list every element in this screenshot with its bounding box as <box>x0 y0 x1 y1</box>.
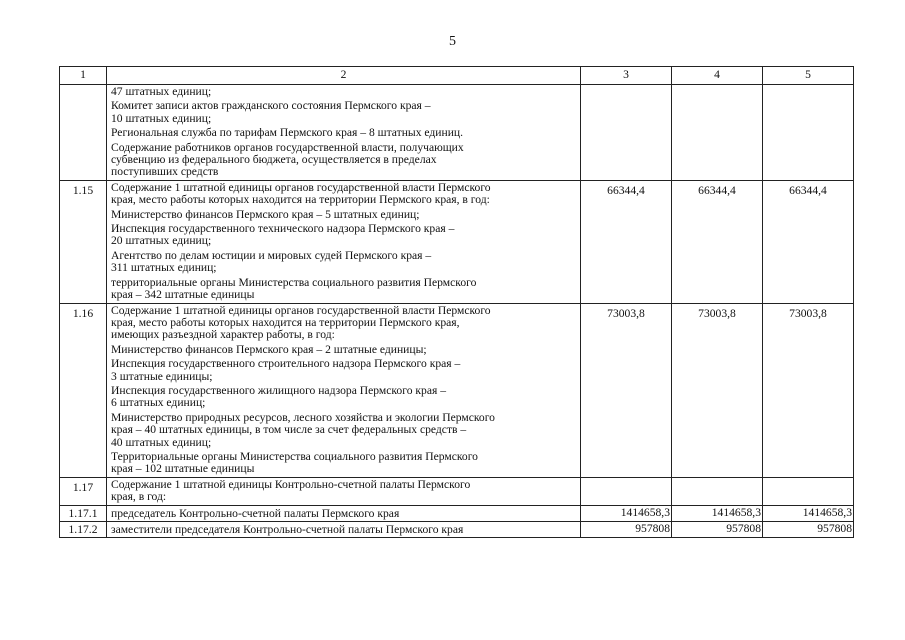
description-line: Министерство финансов Пермского края – 5 штатных единиц; <box>111 207 420 221</box>
value-col-4 <box>672 85 763 181</box>
value-col-5: 73003,8 <box>763 303 854 477</box>
description-paragraph <box>111 412 577 449</box>
value-col-5: 957808 <box>763 522 854 538</box>
header-col-5: 5 <box>763 67 854 85</box>
header-col-1: 1 <box>60 67 107 85</box>
description-paragraph <box>111 182 577 207</box>
value-col-3 <box>581 477 672 505</box>
description-paragraph <box>111 358 577 383</box>
description-line: края – 40 штатных единицы, в том числе за счет федеральных средств – <box>111 423 467 437</box>
value-col-5 <box>763 477 854 505</box>
description-line: Комитет записи актов гражданского состояния Пермского края – <box>111 99 431 113</box>
table-row <box>60 85 854 181</box>
value-col-3: 1414658,3 <box>581 505 672 521</box>
table-row <box>60 180 854 303</box>
description-line: 47 штатных единиц; <box>111 85 212 98</box>
description-line: Региональная служба по тарифам Пермского края – 8 штатных единиц. <box>111 126 463 140</box>
description-line: имеющих разъездной характер работы, в год: <box>111 328 335 342</box>
description-paragraph <box>111 479 577 504</box>
row-number <box>60 85 107 181</box>
value-col-4: 66344,4 <box>672 180 763 303</box>
description-line: Содержание 1 штатной единицы органов государственной власти Пермского <box>111 180 491 194</box>
value-col-4: 1414658,3 <box>672 505 763 521</box>
description-line: Инспекция государственного технического надзора Пермского края – <box>111 222 455 236</box>
row-number: 1.17.2 <box>60 522 107 538</box>
row-description <box>107 477 581 505</box>
header-col-3: 3 <box>581 67 672 85</box>
description-line: Агентство по делам юстиции и мировых судей Пермского края – <box>111 248 432 262</box>
value-col-4: 957808 <box>672 522 763 538</box>
description-line: Территориальные органы Министерства социального развития Пермского <box>111 449 478 463</box>
description-line: 20 штатных единиц; <box>111 234 212 248</box>
description-line: края – 102 штатные единицы <box>111 462 255 476</box>
description-paragraph <box>111 385 577 410</box>
row-description <box>107 505 581 521</box>
value-col-3: 957808 <box>581 522 672 538</box>
description-paragraph <box>111 100 577 125</box>
description-line: Министерство финансов Пермского края – 2 штатные единицы; <box>111 342 427 356</box>
description-paragraph <box>111 344 577 356</box>
page-number: 5 <box>449 34 456 49</box>
description-line: 40 штатных единиц; <box>111 435 212 449</box>
description-line: края, место работы которых находится на территории Пермского края, в год: <box>111 193 490 207</box>
description-line: Министерство природных ресурсов, лесного хозяйства и экологии Пермского <box>111 410 495 424</box>
description-paragraph <box>111 86 577 98</box>
description-paragraph <box>111 127 577 139</box>
description-paragraph <box>111 250 577 275</box>
description-line: поступивших средств <box>111 165 219 179</box>
description-line: Содержание 1 штатной единицы Контрольно-счетной палаты Пермского <box>111 477 471 491</box>
description-line: субвенцию из федерального бюджета, осуществляется в пределах <box>111 153 437 167</box>
value-col-3: 66344,4 <box>581 180 672 303</box>
value-col-5: 1414658,3 <box>763 505 854 521</box>
table-row <box>60 477 854 505</box>
row-number: 1.16 <box>60 303 107 477</box>
description-paragraph <box>111 508 577 520</box>
table-header-row <box>60 67 854 85</box>
description-line: 3 штатные единицы; <box>111 369 213 383</box>
description-paragraph <box>111 209 577 221</box>
table-row <box>60 505 854 521</box>
description-line: края – 342 штатные единицы <box>111 288 255 302</box>
description-line: Содержание работников органов государственной власти, получающих <box>111 140 464 154</box>
description-line: председатель Контрольно-счетной палаты Пермского края <box>111 506 400 520</box>
description-paragraph <box>111 223 577 248</box>
table-row <box>60 522 854 538</box>
table-body <box>60 67 854 538</box>
description-line: 10 штатных единиц; <box>111 111 212 125</box>
value-col-3 <box>581 85 672 181</box>
value-col-5 <box>763 85 854 181</box>
header-col-2: 2 <box>107 67 581 85</box>
description-paragraph <box>111 524 577 536</box>
value-col-3: 73003,8 <box>581 303 672 477</box>
description-line: заместители председателя Контрольно-счетной палаты Пермского края <box>111 523 464 536</box>
description-line: края, в год: <box>111 490 167 504</box>
description-paragraph <box>111 305 577 342</box>
table-row <box>60 303 854 477</box>
description-line: Инспекция государственного строительного надзора Пермского края – <box>111 357 461 371</box>
header-col-4: 4 <box>672 67 763 85</box>
row-number: 1.17.1 <box>60 505 107 521</box>
description-paragraph <box>111 451 577 476</box>
row-description <box>107 180 581 303</box>
description-line: 311 штатных единиц; <box>111 261 217 275</box>
row-description <box>107 522 581 538</box>
description-line: территориальные органы Министерства социального развития Пермского <box>111 275 477 289</box>
row-number: 1.17 <box>60 477 107 505</box>
row-description <box>107 303 581 477</box>
value-col-4 <box>672 477 763 505</box>
description-line: края, место работы которых находится на территории Пермского края, <box>111 315 460 329</box>
description-line: 6 штатных единиц; <box>111 396 206 410</box>
row-number: 1.15 <box>60 180 107 303</box>
description-paragraph <box>111 277 577 302</box>
row-description <box>107 85 581 181</box>
budget-table <box>59 66 854 538</box>
description-paragraph <box>111 142 577 179</box>
description-line: Содержание 1 штатной единицы органов государственной власти Пермского <box>111 303 491 317</box>
value-col-5: 66344,4 <box>763 180 854 303</box>
value-col-4: 73003,8 <box>672 303 763 477</box>
description-line: Инспекция государственного жилищного надзора Пермского края – <box>111 383 446 397</box>
